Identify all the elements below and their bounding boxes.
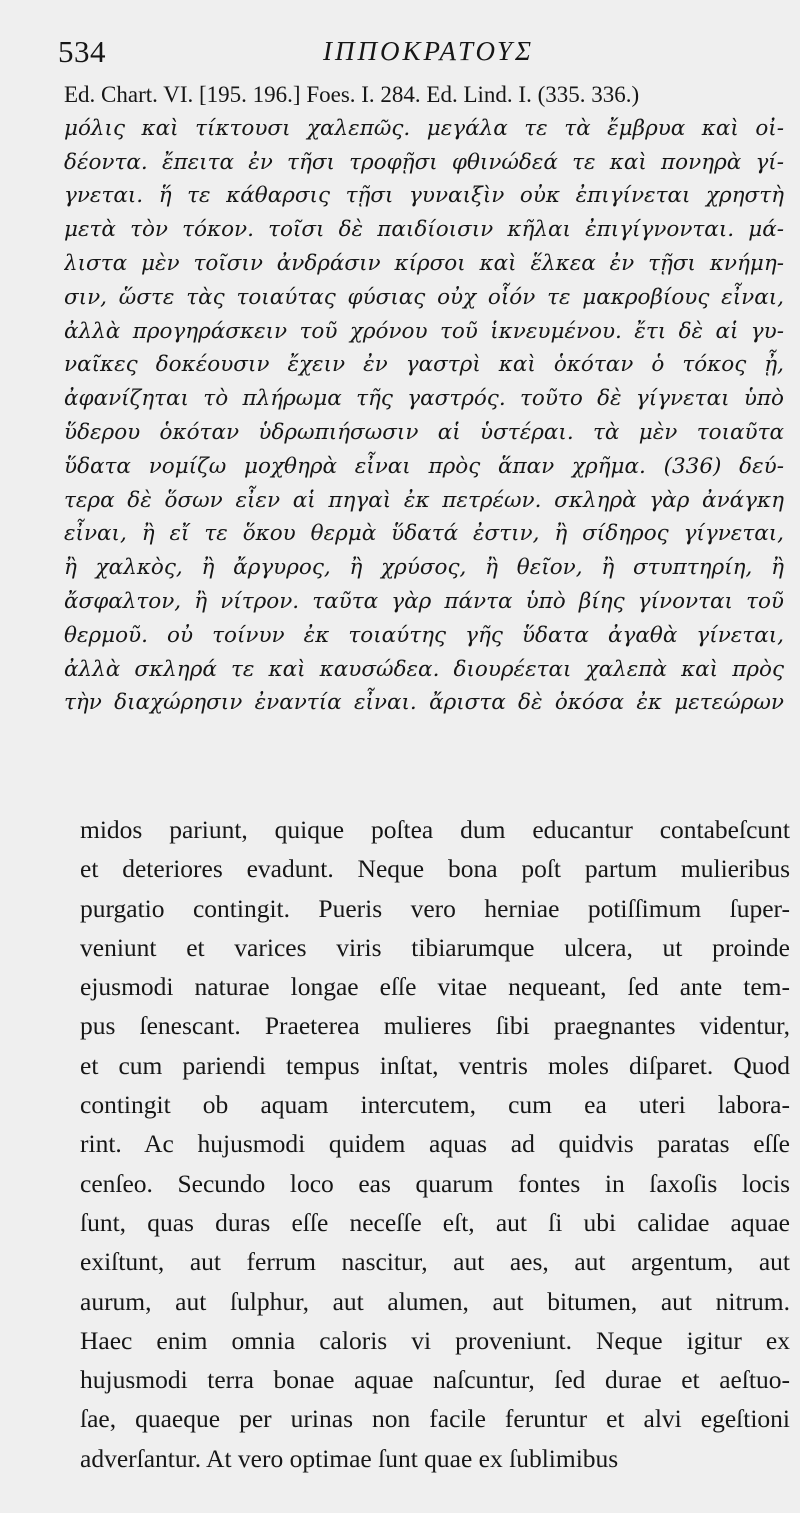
- greek-text-line: ἀλλὰ σκληρά τε καὶ καυσώδεα. διουρέεται χαλεπὰ καὶ πρὸς: [64, 656, 784, 682]
- greek-text-line: ὕδερου ὁκόταν ὑδρωπιήσωσιν αἱ ὑστέραι. τὰ μὲν τοιαῦτα: [64, 419, 784, 445]
- latin-text-line: midos pariunt, quique poſtea dum educantur contabeſcunt: [80, 815, 790, 844]
- running-title: ΙΠΠΟΚΡΑΤΟΥΣ: [323, 36, 535, 66]
- latin-text-line: contingit ob aquam intercutem, cum ea uteri labora-: [80, 1090, 790, 1120]
- greek-text-line: σιν, ὥστε τὰς τοιαύτας φύσιας οὐχ οἷόν τε μακροβίους εἶναι,: [64, 284, 784, 310]
- latin-text-line: veniunt et varices viris tibiarumque ulcera, ut proinde: [80, 932, 790, 962]
- latin-text-line: ejusmodi naturae longae eſſe vitae nequeant, ſed ante tem-: [80, 972, 790, 1002]
- page-number: 534: [58, 34, 106, 69]
- greek-text-block: [64, 78, 784, 720]
- latin-text-line: aurum, aut ſulphur, aut alumen, aut bitumen, aut nitrum.: [80, 1286, 790, 1316]
- greek-text-line: δέοντα. ἔπειτα ἐν τῆσι τροφῇσι φθινώδεά τε καὶ πονηρὰ γί-: [64, 149, 784, 175]
- latin-text-line: exiſtunt, aut ferrum nascitur, aut aes, aut argentum, aut: [80, 1247, 790, 1277]
- greek-text-line: ἀφανίζηται τὸ πλήρωμα τῆς γαστρός. τοῦτο δὲ γίγνεται ὑπὸ: [64, 386, 784, 412]
- latin-text-line: ſae, quaeque per urinas non facile feruntur et alvi egeſtioni: [80, 1404, 790, 1434]
- greek-text-line: ἄσφαλτον, ἢ νίτρον. ταῦτα γὰρ πάντα ὑπὸ βίης γίνονται τοῦ: [64, 588, 784, 614]
- greek-text-line: ἀλλὰ προγηράσκειν τοῦ χρόνου τοῦ ἱκνευμένου. ἔτι δὲ αἱ γυ-: [64, 318, 784, 344]
- latin-text-line: hujusmodi terra bonae aquae naſcuntur, ſed durae et aeſtuo-: [80, 1365, 790, 1395]
- latin-text-line: ſunt, quas duras eſſe neceſſe eſt, aut ſi ubi calidae aquae: [80, 1207, 790, 1237]
- latin-text-line: et cum pariendi tempus inſtat, ventris moles diſparet. Quod: [80, 1050, 790, 1080]
- greek-text-line: θερμοῦ. οὐ τοίνυν ἐκ τοιαύτης γῆς ὕδατα ἀγαθὰ γίνεται,: [64, 622, 784, 648]
- greek-text-line: λιστα μὲν τοῖσιν ἀνδράσιν κίρσοι καὶ ἕλκεα ἐν τῇσι κνήμη-: [64, 250, 784, 276]
- latin-text-line: adverſantur. At vero optimae ſunt quae ex ſublimibus: [80, 1443, 619, 1473]
- latin-text-line: purgatio contingit. Pueris vero herniae potiſſimum ſuper-: [80, 893, 790, 923]
- latin-text-block: [80, 810, 790, 1478]
- latin-text-line: rint. Ac hujusmodi quidem aquas ad quidvis paratas eſſe: [80, 1129, 790, 1159]
- greek-text-line: μόλις καὶ τίκτουσι χαλεπῶς. μεγάλα τε τὰ ἔμβρυα καὶ οἰ-: [64, 115, 784, 141]
- edition-reference-line: Ed. Chart. VI. [195. 196.] Foes. I. 284. Ed. Lind. I. (335. 336.): [64, 82, 640, 107]
- greek-text-line: μετὰ τὸν τόκον. τοῖσι δὲ παιδίοισιν κῆλαι ἐπιγίγνονται. μά-: [64, 217, 784, 243]
- greek-text-line: εἶναι, ἢ εἴ τε ὅκου θερμὰ ὕδατά ἐστιν, ἢ σίδηρος γίγνεται,: [64, 521, 784, 547]
- page-header: [58, 22, 778, 72]
- latin-text-line: pus ſenescant. Praeterea mulieres ſibi praegnantes videntur,: [80, 1011, 790, 1041]
- greek-text-line: ναῖκες δοκέουσιν ἔχειν ἐν γαστρὶ καὶ ὁκόταν ὁ τόκος ᾖ,: [64, 352, 784, 378]
- greek-text-line: ὕδατα νομίζω μοχθηρὰ εἶναι πρὸς ἅπαν χρῆμα. (336) δεύ-: [64, 453, 784, 479]
- latin-text-line: Haec enim omnia caloris vi proveniunt. Neque igitur ex: [80, 1325, 790, 1355]
- latin-text-line: cenſeo. Secundo loco eas quarum fontes in ſaxoſis locis: [80, 1168, 790, 1198]
- greek-text-line: γνεται. ἥ τε κάθαρσις τῇσι γυναιξὶν οὐκ ἐπιγίνεται χρηστὴ: [64, 183, 784, 209]
- latin-text-line: et deteriores evadunt. Neque bona poſt partum mulieribus: [80, 854, 790, 884]
- greek-text-line: τερα δὲ ὅσων εἶεν αἱ πηγαὶ ἐκ πετρέων. σκληρὰ γὰρ ἀνάγκη: [64, 487, 784, 513]
- greek-text-line: ἢ χαλκὸς, ἢ ἄργυρος, ἢ χρύσος, ἢ θεῖον, ἢ στυπτηρίη, ἢ: [64, 555, 784, 581]
- greek-text-line: τὴν διαχώρησιν ἐναντία εἶναι. ἄριστα δὲ ὁκόσα ἐκ μετεώρων: [64, 690, 784, 716]
